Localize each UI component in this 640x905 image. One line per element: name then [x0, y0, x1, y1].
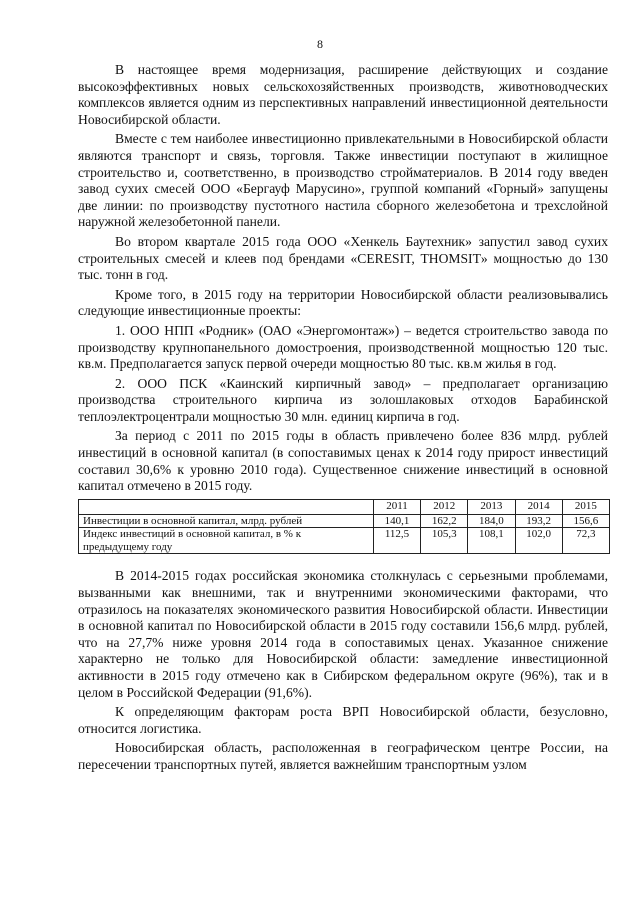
table-header-year: 2011 [373, 499, 420, 514]
table-header-empty [79, 499, 374, 514]
page-number: 8 [317, 37, 323, 51]
table-cell: 162,2 [421, 514, 468, 528]
spacer [78, 554, 608, 568]
table-row [79, 528, 610, 554]
table-cell: 105,3 [421, 528, 468, 554]
document-body [78, 62, 608, 776]
table-header-year: 2014 [515, 499, 562, 514]
paragraph: Новосибирская область, расположенная в географическом центре России, на пересечении транспортных путей, является важнейшим транспортным узлом [78, 740, 608, 772]
paragraph: 2. ООО ПСК «Каинский кирпичный завод» – предполагает организацию производства строительного кирпича из золошлаковых отходов Барабинской теплоэлектроцентрали мощностью 30 млн. единиц кирпича в год. [78, 375, 608, 424]
table-row-label: Индекс инвестиций в основной капитал, в % к предыдущему году [79, 528, 374, 554]
table-cell: 72,3 [562, 528, 609, 554]
paragraph: Кроме того, в 2015 году на территории Новосибирской области реализовывались следующие инвестиционные проекты: [78, 286, 608, 319]
paragraph: 1. ООО НПП «Родник» (ОАО «Энергомонтаж») – ведется строительство завода по производству крупнопанельного домостроения, производственной мощностью 120 тыс. кв.м. Предполагается запуск первой очереди мощностью 80 тыс. кв.м жилья в год. [78, 322, 608, 372]
table-header-row [79, 499, 610, 514]
investment-table [78, 499, 610, 555]
table-cell: 112,5 [373, 528, 420, 554]
paragraph: Вместе с тем наиболее инвестиционно привлекательными в Новосибирской области являются транспорт и связь, торговля. Также инвестиции поступают в жилищное строительство и, соответственно, в производство стройматериалов. В 2014 году введен завод сухих смесей ООО «Бергауф Марусино», группой компаний «Горный» запущены две линии: по производству пустотного настила сборного железобетона и трехслойной наружной железобетонной панели. [78, 131, 608, 230]
paragraph: За период с 2011 по 2015 годы в область привлечено более 836 млрд. рублей инвестиций в основной капитал (в сопоставимых ценах к 2014 году прирост инвестиций составил 30,6% к уровню 2010 года). Существенное снижение инвестиций в основной капитал отмечено в 2015 году. [78, 428, 608, 494]
table-cell: 108,1 [468, 528, 515, 554]
paragraph: В настоящее время модернизация, расширение действующих и создание высокоэффективных новых сельскохозяйственных производств, животноводческих комплексов является одним из перспективных направлений инвестиционной деятельности Новосибирской области. [78, 62, 608, 127]
table-cell: 193,2 [515, 514, 562, 528]
table-row-label: Инвестиции в основной капитал, млрд. рублей [79, 514, 374, 528]
table-cell: 102,0 [515, 528, 562, 554]
table-header-year: 2013 [468, 499, 515, 514]
table-header-year: 2015 [562, 499, 609, 514]
paragraph: В 2014-2015 годах российская экономика столкнулась с серьезными проблемами, вызванными как внешними, так и внутренними экономическими факторами, что отразилось на показателях экономического развития Новосибирской области. Инвестиции в основной капитал по Новосибирской области в 2015 году составили 156,6 млрд. рублей, что на 27,7% ниже уровня 2014 года в сопоставимых ценах. Указанное снижение характерно не только для Новосибирской области: замедление инвестиционной активности в 2015 году отмечено как в Сибирском федеральном округе (96%), так и в целом в Российской Федерации (91,6%). [78, 568, 608, 700]
paragraph: Во втором квартале 2015 года ООО «Хенкель Баутехник» запустил завод сухих строительных смесей и клеев под брендами «CERESIT, THOMSIT» мощностью до 130 тыс. тонн в год. [78, 233, 608, 283]
table-header-year: 2012 [421, 499, 468, 514]
paragraph: К определяющим факторам роста ВРП Новосибирской области, безусловно, относится логистика. [78, 704, 608, 736]
table-row [79, 514, 610, 528]
table-cell: 140,1 [373, 514, 420, 528]
table-cell: 184,0 [468, 514, 515, 528]
table-cell: 156,6 [562, 514, 609, 528]
